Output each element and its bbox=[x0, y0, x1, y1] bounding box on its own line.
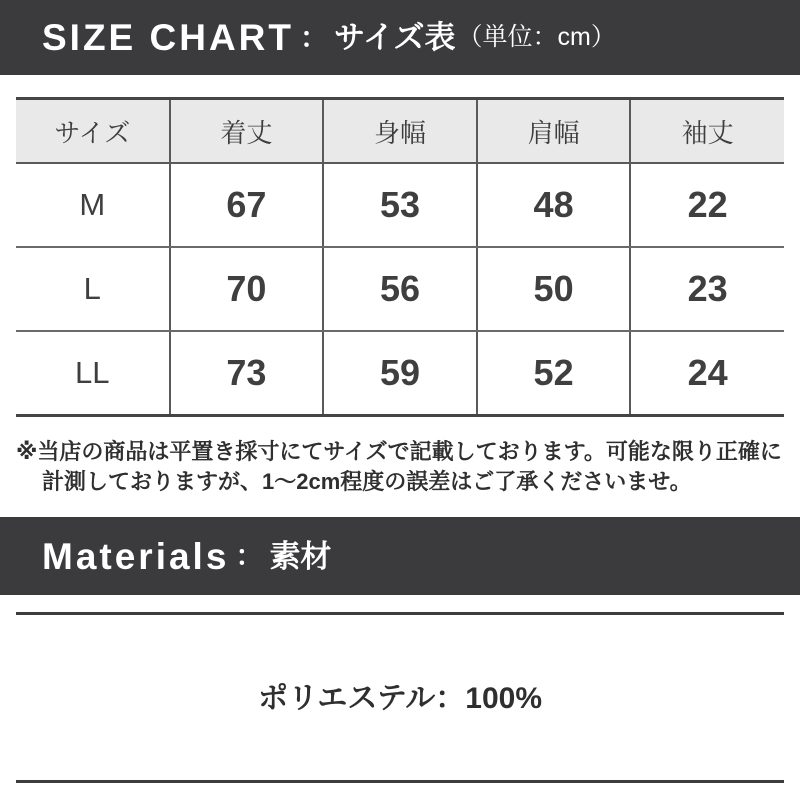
column-header-sleeve-length: 袖丈 bbox=[630, 99, 784, 164]
column-header-shoulder-width: 肩幅 bbox=[477, 99, 631, 164]
materials-title-en: Materials bbox=[42, 535, 230, 577]
cell-body-width: 59 bbox=[323, 331, 477, 416]
size-label: L bbox=[16, 247, 170, 331]
divider-line-lower bbox=[16, 780, 784, 783]
cell-sleeve-length: 24 bbox=[630, 331, 784, 416]
disclaimer-line-2: 計測しておりますが、1～2cm程度の誤差はご了承くださいませ。 bbox=[42, 469, 692, 494]
cell-body-length: 70 bbox=[170, 247, 324, 331]
size-label: LL bbox=[16, 331, 170, 416]
cell-sleeve-length: 23 bbox=[630, 247, 784, 331]
measurement-disclaimer bbox=[16, 437, 784, 497]
cell-shoulder-width: 50 bbox=[477, 247, 631, 331]
column-header-size: サイズ bbox=[16, 99, 170, 164]
table-row-ll bbox=[16, 331, 784, 416]
column-header-body-length: 着丈 bbox=[170, 99, 324, 164]
divider-line-upper bbox=[16, 612, 784, 615]
cell-body-length: 73 bbox=[170, 331, 324, 416]
column-header-body-width: 身幅 bbox=[323, 99, 477, 164]
size-table bbox=[16, 97, 784, 417]
cell-shoulder-width: 48 bbox=[477, 163, 631, 247]
cell-sleeve-length: 22 bbox=[630, 163, 784, 247]
size-chart-title-en: SIZE CHART bbox=[42, 17, 294, 58]
cell-body-length: 67 bbox=[170, 163, 324, 247]
table-row-m bbox=[16, 163, 784, 247]
materials-header-bar bbox=[0, 517, 800, 595]
size-chart-title-unit: （単位：cm） bbox=[457, 23, 616, 51]
size-label: M bbox=[16, 163, 170, 247]
size-chart-header-bar bbox=[0, 0, 800, 75]
size-table-header-row bbox=[16, 99, 784, 164]
cell-body-width: 56 bbox=[323, 247, 477, 331]
disclaimer-line-1: ※当店の商品は平置き採寸にてサイズで記載しております。可能な限り正確に bbox=[16, 439, 782, 464]
materials-title-ja: 素材 bbox=[269, 538, 332, 574]
size-chart-title-separator: ： bbox=[300, 21, 329, 53]
material-composition: ポリエステル：100% bbox=[257, 682, 543, 715]
cell-body-width: 53 bbox=[323, 163, 477, 247]
materials-title-separator: ： bbox=[235, 540, 264, 571]
cell-shoulder-width: 52 bbox=[477, 331, 631, 416]
table-row-l bbox=[16, 247, 784, 331]
size-chart-title-ja: サイズ表 bbox=[334, 20, 456, 55]
